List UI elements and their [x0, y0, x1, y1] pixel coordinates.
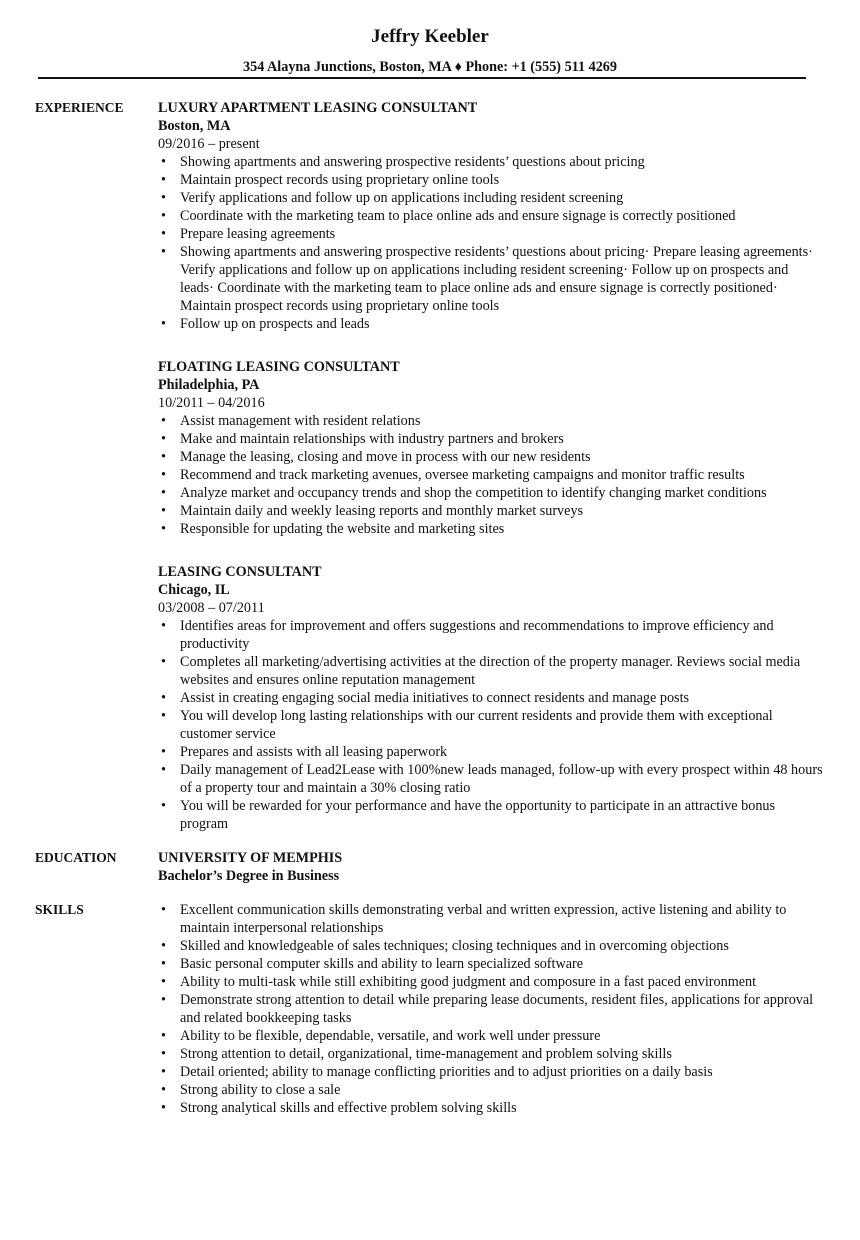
job-bullet: • Verify applications and follow up on applications including resident screening: [158, 189, 825, 207]
job-location: Boston, MA: [158, 118, 231, 134]
job-bullet: • You will develop long lasting relationships with our current residents and provide them with exceptional customer service: [158, 707, 825, 743]
section-label: SKILLS: [35, 902, 84, 917]
job-title: LUXURY APARTMENT LEASING CONSULTANT: [158, 100, 478, 116]
education-section: [35, 849, 825, 885]
skill-item: • Excellent communication skills demonstrating verbal and written expression, active listening and ability to maintain interpersonal relationships: [158, 901, 825, 937]
job-bullet: • Assist in creating engaging social media initiatives to connect residents and manage posts: [158, 689, 825, 707]
job-bullet: • Daily management of Lead2Lease with 100%new leads managed, follow-up with every prospect within 48 hours of a property tour and maintain a 30% closing ratio: [158, 761, 825, 797]
skill-item: • Strong analytical skills and effective problem solving skills: [158, 1099, 825, 1117]
skill-item: • Detail oriented; ability to manage conflicting priorities and to adjust priorities on a daily basis: [158, 1063, 825, 1081]
job-bullet: • Follow up on prospects and leads: [158, 315, 825, 333]
job-entry: [158, 563, 825, 833]
skill-item: • Basic personal computer skills and ability to learn specialized software: [158, 955, 825, 973]
job-bullet: • Maintain daily and weekly leasing reports and monthly market surveys: [158, 502, 825, 520]
skill-item: • Demonstrate strong attention to detail while preparing lease documents, resident files, applications for approval and related bookkeeping tasks: [158, 991, 825, 1027]
job-bullet: • Prepares and assists with all leasing paperwork: [158, 743, 825, 761]
job-dates: 09/2016 – present: [158, 136, 260, 152]
job-entry: [158, 99, 825, 333]
job-bullet: • Recommend and track marketing avenues, oversee marketing campaigns and monitor traffic results: [158, 466, 825, 484]
job-bullet: • You will be rewarded for your performance and have the opportunity to participate in an attractive bonus program: [158, 797, 825, 833]
job-bullet: • Completes all marketing/advertising activities at the direction of the property manager. Reviews social media websites and ensures online reputation management: [158, 653, 825, 689]
job-bullet: • Prepare leasing agreements: [158, 225, 825, 243]
school-name: UNIVERSITY OF MEMPHIS: [158, 850, 343, 866]
header-divider: [38, 77, 806, 79]
skill-item: • Skilled and knowledgeable of sales techniques; closing techniques and in overcoming objections: [158, 937, 825, 955]
degree: Bachelor’s Degree in Business: [158, 868, 340, 884]
job-bullet: • Make and maintain relationships with industry partners and brokers: [158, 430, 825, 448]
section-label: EXPERIENCE: [35, 100, 124, 115]
job-dates: 10/2011 – 04/2016: [158, 395, 265, 411]
skills-list: [158, 901, 825, 1117]
job-title: FLOATING LEASING CONSULTANT: [158, 359, 400, 375]
skill-item: • Strong attention to detail, organizational, time-management and problem solving skills: [158, 1045, 825, 1063]
skill-item: • Strong ability to close a sale: [158, 1081, 825, 1099]
resume-body: [35, 99, 825, 1133]
job-dates: 03/2008 – 07/2011: [158, 600, 265, 616]
job-entry: [158, 358, 825, 538]
job-bullet: • Analyze market and occupancy trends and shop the competition to identify changing market conditions: [158, 484, 825, 502]
skills-section: [35, 901, 825, 1117]
job-title: LEASING CONSULTANT: [158, 564, 322, 580]
job-bullet: • Showing apartments and answering prospective residents’ questions about pricing: [158, 153, 825, 171]
job-bullet: • Identifies areas for improvement and offers suggestions and recommendations to improve efficiency and productivity: [158, 617, 825, 653]
jobs-list: [158, 99, 825, 833]
experience-section: [35, 99, 825, 833]
job-bullet: • Showing apartments and answering prospective residents’ questions about pricing· Prepare leasing agreements· Verify applications and follow up on applications including resident screening· Follow up on prospects and leads· Coordinate with the marketing team to place online ads and ensure signage is correctly positioned· Maintain prospect records using proprietary online tools: [158, 243, 825, 315]
job-bullet: • Coordinate with the marketing team to place online ads and ensure signage is correctly positioned: [158, 207, 825, 225]
job-bullet: • Assist management with resident relations: [158, 412, 825, 430]
section-label: EDUCATION: [35, 850, 117, 865]
job-location: Philadelphia, PA: [158, 377, 260, 393]
skill-item: • Ability to multi-task while still exhibiting good judgment and composure in a fast paced environment: [158, 973, 825, 991]
job-bullet: • Maintain prospect records using proprietary online tools: [158, 171, 825, 189]
skill-item: • Ability to be flexible, dependable, versatile, and work well under pressure: [158, 1027, 825, 1045]
job-bullet: • Manage the leasing, closing and move in process with our new residents: [158, 448, 825, 466]
contact-line: 354 Alayna Junctions, Boston, MA ♦ Phone: +1 (555) 511 4269: [243, 59, 617, 75]
candidate-name: Jeffry Keebler: [371, 26, 489, 47]
job-bullet: • Responsible for updating the website and marketing sites: [158, 520, 825, 538]
job-location: Chicago, IL: [158, 582, 230, 598]
